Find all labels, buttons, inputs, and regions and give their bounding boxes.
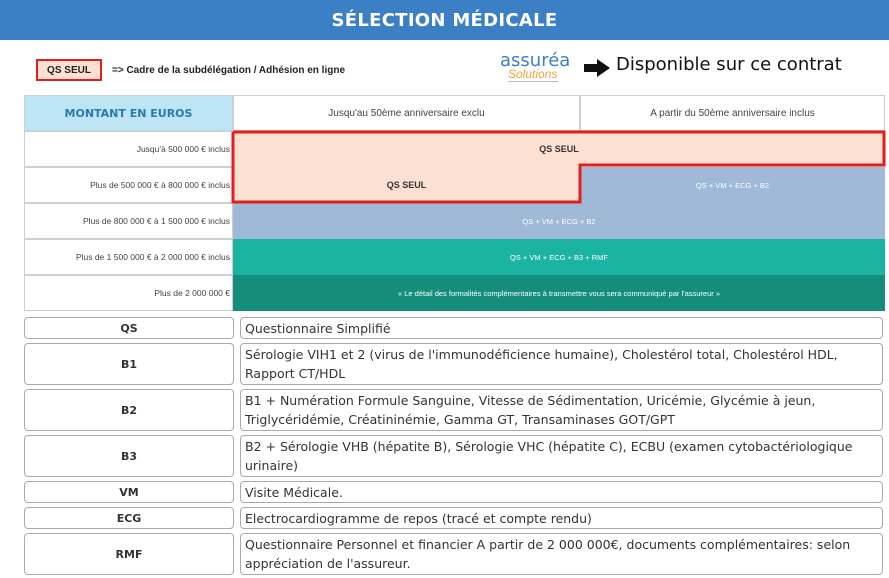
- header-under-50: Jusqu'au 50ème anniversaire exclu: [233, 95, 580, 131]
- legend-row: [0, 46, 889, 86]
- header-montant: MONTANT EN EUROS: [24, 95, 233, 131]
- definition-row: [24, 343, 884, 385]
- definition-value: B1 + Numération Formule Sanguine, Vitesse de Sédimentation, Uricémie, Glycémie à jeun, Triglycéridémie, Créatininémie, Gamma GT, Transaminases GOT/GPT: [240, 389, 883, 431]
- definition-row: [24, 389, 884, 431]
- arrow-right-icon: [584, 59, 610, 77]
- row-label-1: Jusqu'à 500 000 € inclus: [24, 131, 233, 167]
- definition-key: ECG: [24, 507, 234, 529]
- band-qs-seul-under-50: QS SEUL: [233, 167, 580, 203]
- definition-key: B2: [24, 389, 234, 431]
- header-bar: [0, 0, 889, 40]
- available-text: Disponible sur ce contrat: [616, 54, 842, 75]
- definition-row: [24, 507, 884, 529]
- row-label-3: Plus de 800 000 € à 1 500 000 € inclus: [24, 203, 233, 239]
- definition-key: B1: [24, 343, 234, 385]
- definition-value: Questionnaire Simplifié: [240, 317, 883, 339]
- band-detail-assureur: « Le détail des formalités complémentaires à transmettre vous sera communiqué par l'assureur »: [233, 275, 885, 311]
- assurea-logo: [496, 50, 572, 84]
- selection-grid: [24, 95, 886, 311]
- definition-value: Questionnaire Personnel et financier A partir de 2 000 000€, documents complémentaires: selon appréciation de l'assureur.: [240, 533, 883, 575]
- band-qs-vm-ecg-b2: QS + VM + ECG + B2: [233, 203, 885, 239]
- page-title: SÉLECTION MÉDICALE: [331, 9, 558, 31]
- definition-row: [24, 533, 884, 575]
- band-qs-vm-ecg-b3-rmf: QS + VM + ECG + B3 + RMF: [233, 239, 885, 275]
- definition-key: RMF: [24, 533, 234, 575]
- logo-underline: [508, 81, 558, 82]
- legend-text: => Cadre de la subdélégation / Adhésion en ligne: [112, 65, 346, 76]
- definition-row: [24, 481, 884, 503]
- band-qs-seul-all: QS SEUL: [233, 131, 885, 167]
- definition-value: Sérologie VIH1 et 2 (virus de l'immunodéficience humaine), Cholestérol total, Cholestérol HDL, Rapport CT/HDL: [240, 343, 883, 385]
- definition-key: B3: [24, 435, 234, 477]
- definition-row: [24, 435, 884, 477]
- band-qs-vm-ecg-b2-over-50: QS + VM + ECG + B2: [580, 167, 885, 203]
- definition-value: B2 + Sérologie VHB (hépatite B), Sérologie VHC (hépatite C), ECBU (examen cytobactériologique urinaire): [240, 435, 883, 477]
- row-label-2: Plus de 500 000 € à 800 000 € inclus: [24, 167, 233, 203]
- header-over-50: A partir du 50ème anniversaire inclus: [580, 95, 885, 131]
- definition-key: VM: [24, 481, 234, 503]
- logo-sub: Solutions: [508, 67, 558, 81]
- qs-seul-badge: QS SEUL: [36, 59, 102, 81]
- definition-row: [24, 317, 884, 339]
- definition-value: Electrocardiogramme de repos (tracé et compte rendu): [240, 507, 883, 529]
- logo-main: assuréa: [500, 50, 571, 71]
- row-label-4: Plus de 1 500 000 € à 2 000 000 € inclus: [24, 239, 233, 275]
- row-label-5: Plus de 2 000 000 €: [24, 275, 233, 311]
- definition-value: Visite Médicale.: [240, 481, 883, 503]
- definition-key: QS: [24, 317, 234, 339]
